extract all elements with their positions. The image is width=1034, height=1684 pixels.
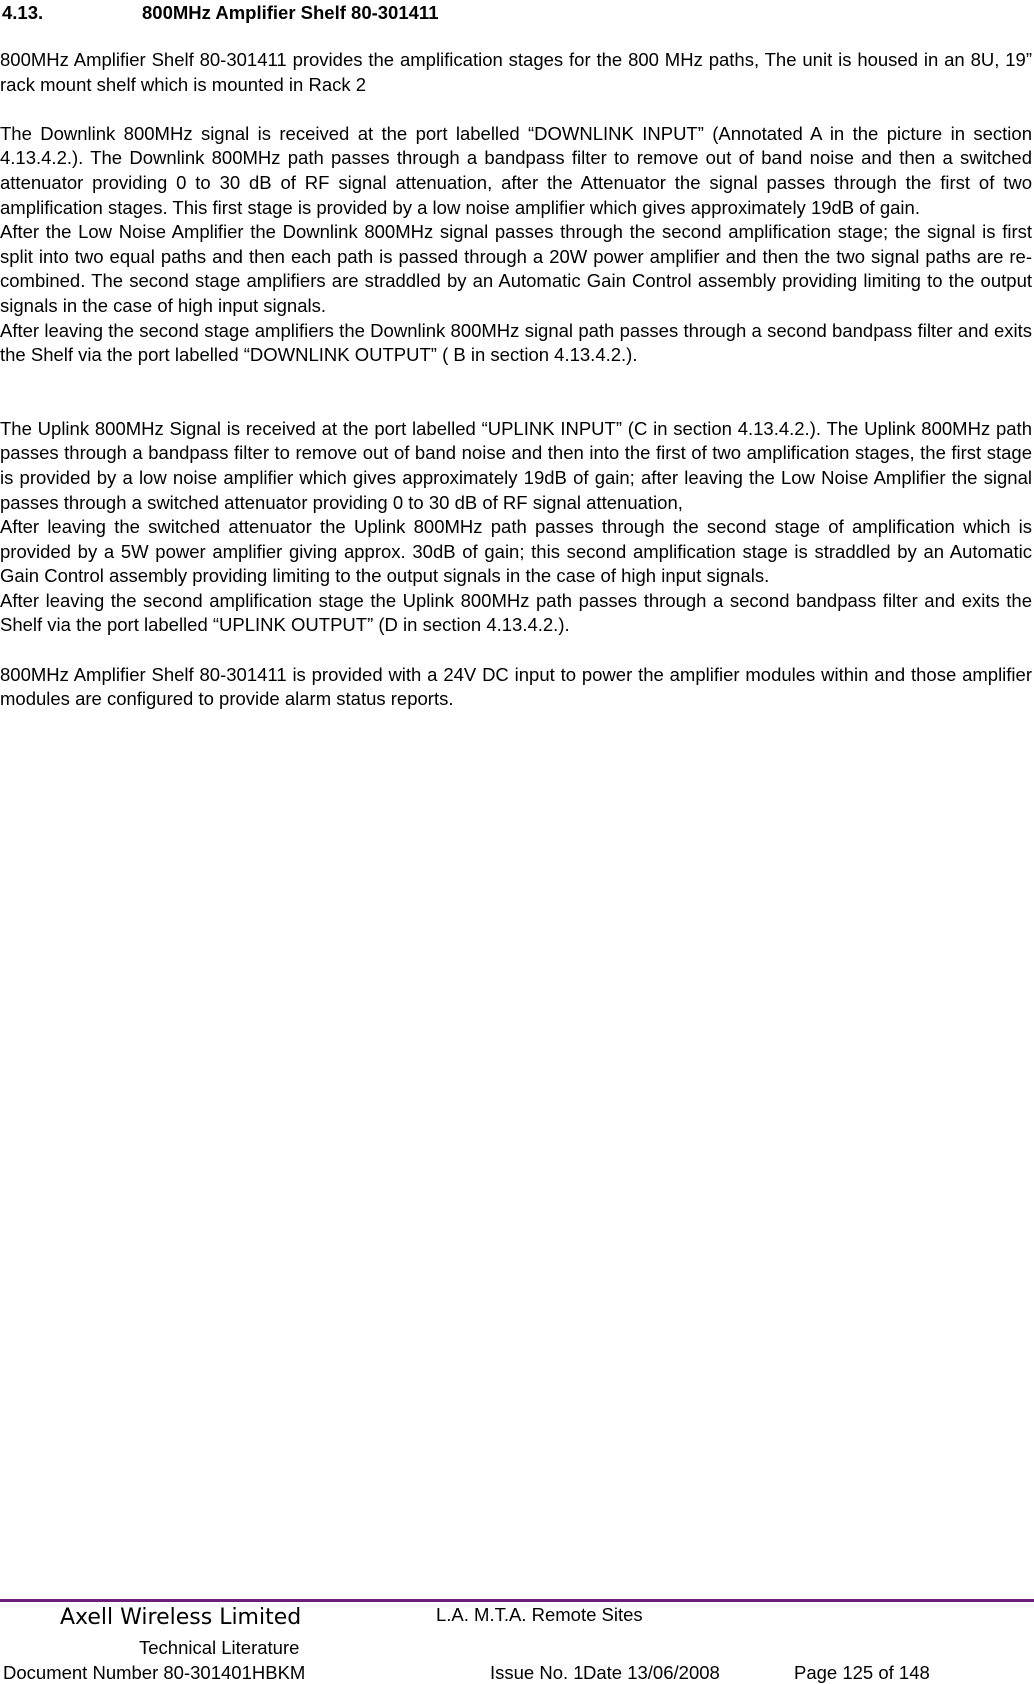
footer-document-number: Document Number 80-301401HBKM (3, 1662, 306, 1683)
section-title: 800MHz Amplifier Shelf 80-301411 (142, 2, 439, 23)
paragraph-downlink-output: After leaving the second stage amplifiers the Downlink 800MHz signal path passes through a second bandpass filter and exits the Shelf via the port labelled “DOWNLINK OUTPUT” ( B in section 4.13.4.2.). (0, 319, 1032, 366)
footer-page-number: Page 125 of 148 (794, 1662, 930, 1683)
body-text (0, 48, 1032, 712)
footer-issue-number: Issue No. 1 (490, 1662, 584, 1683)
section-number: 4.13. (2, 2, 44, 23)
paragraph-uplink-input: The Uplink 800MHz Signal is received at the port labelled “UPLINK INPUT” (C in section 4.13.4.2.). The Uplink 800MHz path passes through a bandpass filter to remove out of band noise and then into the first of two amplification stages, the first stage is provided by a low noise amplifier which gives approximately 19dB of gain; after leaving the Low Noise Amplifier the signal passes through a switched attenuator providing 0 to 30 dB of RF signal attenuation, (0, 417, 1032, 513)
paragraph-uplink-output: After leaving the second amplification stage the Uplink 800MHz path passes through a second bandpass filter and exits the Shelf via the port labelled “UPLINK OUTPUT” (D in section 4.13.4.2.). (0, 589, 1032, 636)
paragraph-downlink-second-stage: After the Low Noise Amplifier the Downlink 800MHz signal passes through the second amplification stage; the signal is first split into two equal paths and then each path is passed through a 20W power amplifier and then the two signal paths are re-combined. The second stage amplifiers are straddled by an Automatic Gain Control assembly providing limiting to the output signals in the case of high input signals. (0, 221, 1032, 316)
paragraph-uplink-second-stage: After leaving the switched attenuator the Uplink 800MHz path passes through the second stage of amplification which is provided by a 5W power amplifier giving approx. 30dB of gain; this second amplification stage is straddled by an Automatic Gain Control assembly providing limiting to the output signals in the case of high input signals. (0, 516, 1032, 587)
footer-literature-label: Technical Literature (139, 1637, 300, 1658)
paragraph-spacer (0, 638, 1032, 663)
section-heading (0, 2, 438, 24)
footer-company-name: Axell Wireless Limited (60, 1605, 302, 1630)
paragraph-intro: 800MHz Amplifier Shelf 80-301411 provides the amplification stages for the 800 MHz paths, The unit is housed in an 8U, 19” rack mount shelf which is mounted in Rack 2 (0, 49, 1032, 95)
footer-date: Date 13/06/2008 (583, 1662, 720, 1683)
paragraph-power-alarms: 800MHz Amplifier Shelf 80-301411 is provided with a 24V DC input to power the amplifier modules within and those amplifier modules are configured to provide alarm status reports. (0, 663, 1032, 710)
paragraph-downlink-input: The Downlink 800MHz signal is received at the port labelled “DOWNLINK INPUT” (Annotated A in the picture in section 4.13.4.2.). The Downlink 800MHz path passes through a bandpass filter to remove out of band noise and then a switched attenuator providing 0 to 30 dB of RF signal attenuation, after the Attenuator the signal passes through the first of two amplification stages. This first stage is provided by a low noise amplifier which gives approximately 19dB of gain. (0, 122, 1032, 218)
footer-divider (0, 1599, 1034, 1602)
paragraph-spacer (0, 97, 1032, 122)
paragraph-spacer (0, 368, 1032, 417)
footer-site-name: L.A. M.T.A. Remote Sites (436, 1604, 643, 1625)
